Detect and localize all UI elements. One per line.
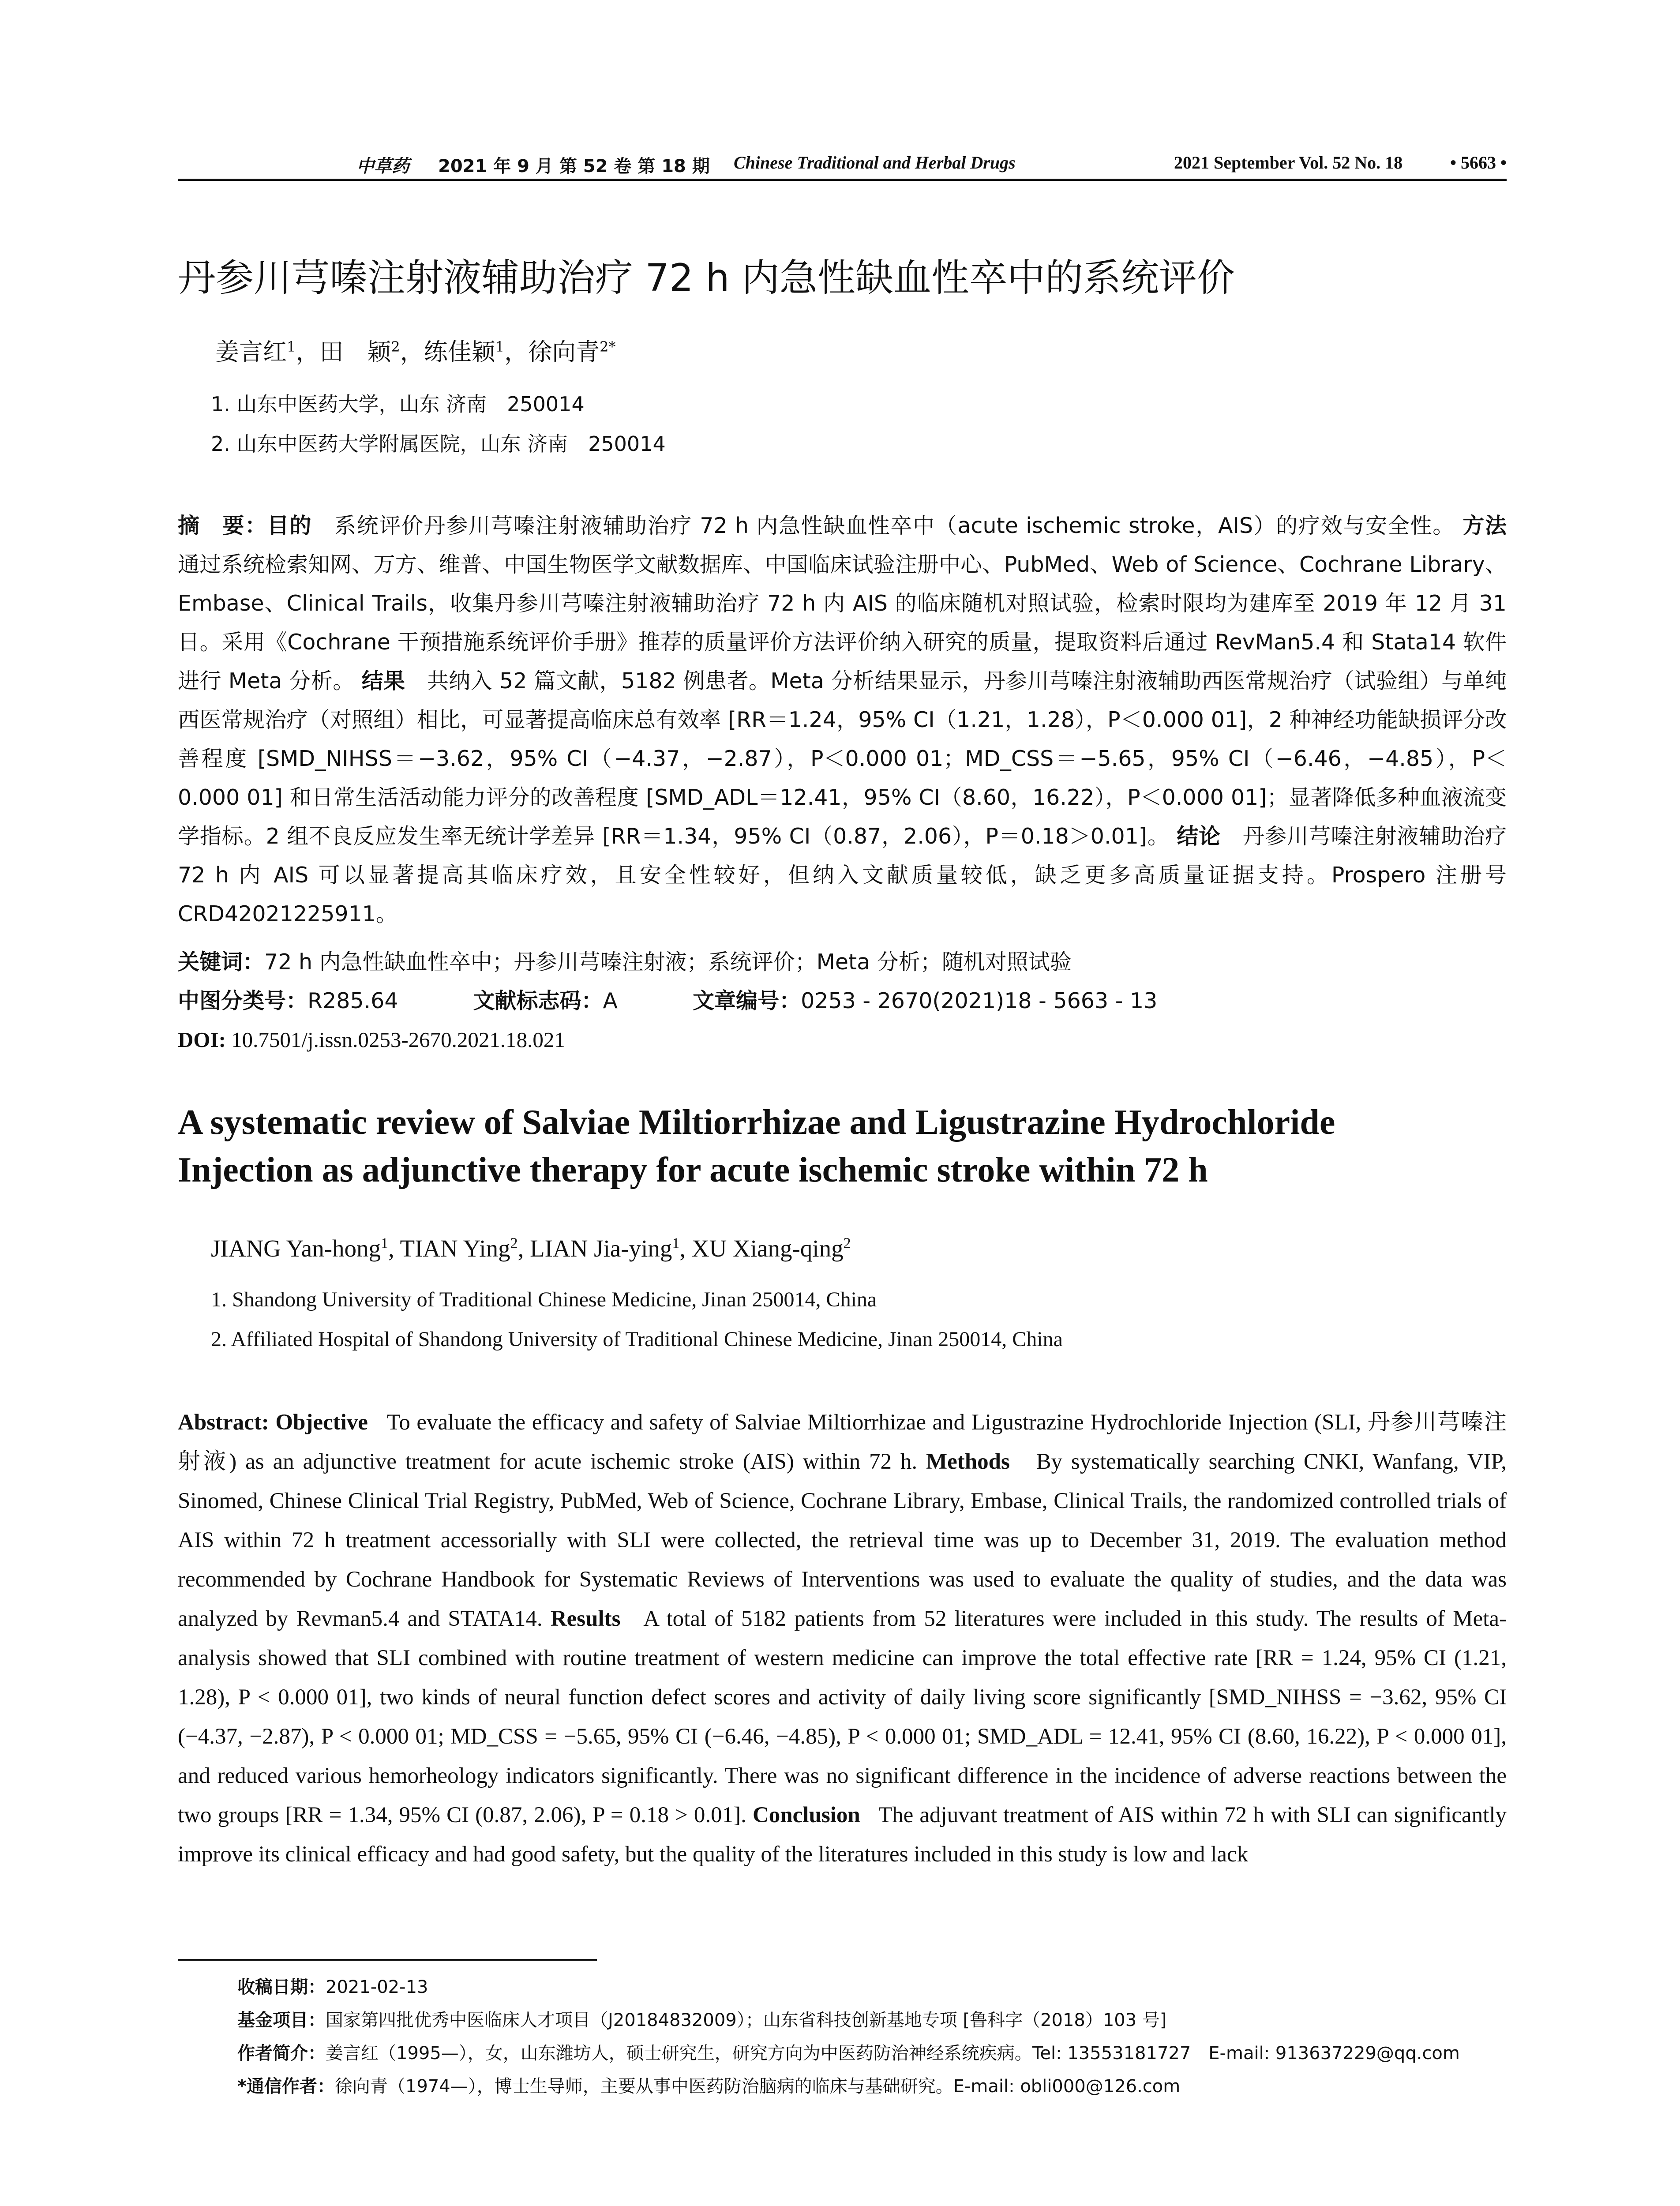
issue-info-en: 2021 September Vol. 52 No. 18	[1174, 153, 1403, 173]
page-number: • 5663 •	[1450, 153, 1507, 173]
author-affil-mark: 2	[843, 1235, 851, 1252]
article-no-value: 0253 - 2670(2021)18 - 5663 - 13	[801, 988, 1158, 1013]
affiliation-cn: 2. 山东中医药大学附属医院，山东 济南 250014	[211, 432, 666, 456]
footnote-received	[237, 1973, 428, 1998]
affiliation-en: 1. Shandong University of Traditional Chinese Medicine, Jinan 250014, China	[211, 1288, 877, 1311]
fund-label: 基金项目：	[237, 2010, 326, 2030]
received-date: 2021-02-13	[326, 1977, 428, 1997]
doi-value[interactable]: 10.7501/j.issn.0253-2670.2021.18.021	[231, 1028, 565, 1052]
methods-text-cn: 通过系统检索知网、万方、维普、中国生物医学文献数据库、中国临床试验注册中心、PubMed、Web of Science、Cochrane Library、Embase、Clinical Trails，收集丹参川芎嗪注射液辅助治疗 72 h 内 AIS 的临床随机对照试验，检索时限均为建库至 2019 年 12 月 31 日。采用《Cochrane 干预措施系统评价手册》推荐的质量评价方法评价纳入研究的质量，提取资料后通过 RevMan5.4 和 Stata14 软件进行 Meta 分析。	[178, 552, 1507, 694]
corresponding-label: *通信作者：	[237, 2076, 335, 2097]
author-affil-mark: 2	[391, 338, 400, 355]
doi-line	[178, 1020, 1507, 1059]
journal-name-en: Chinese Traditional and Herbal Drugs	[734, 153, 1016, 173]
classification-line	[178, 982, 1507, 1020]
conclusion-label-cn: 结论	[1177, 824, 1221, 849]
methods-label-en: Methods	[926, 1449, 1010, 1474]
corresponding-text: 徐向青（1974—），博士生导师，主要从事中医药防治脑病的临床与基础研究。E-mail: obli000@126.com	[334, 2076, 1181, 2097]
author-en: JIANG Yan-hong	[211, 1235, 381, 1262]
results-text-en: A total of 5182 patients from 52 literatures were included in this study. The results of Meta-analysis showed that SLI combined with routine treatment of western medicine can improve the total effective rate [RR = 1.24, 95% CI (1.21, 1.28), P < 0.000 01], two kinds of neural function defect scores and activity of daily living score significantly [SMD_NIHSS = −3.62, 95% CI (−4.37, −2.87), P < 0.000 01; MD_CSS = −5.65, 95% CI (−6.46, −4.85), P < 0.000 01; SMD_ADL = 12.41, 95% CI (8.60, 16.22), P < 0.000 01], and reduced various hemorheology indicators significantly. There was no significant difference in the incidence of adverse reactions between the two groups [RR = 1.34, 95% CI (0.87, 2.06), P = 0.18 > 0.01].	[178, 1606, 1507, 1827]
article-no-label: 文章编号：	[693, 988, 801, 1013]
fund-text: 国家第四批优秀中医临床人才项目（J20184832009）；山东省科技创新基地专项 [鲁科字（2018）103 号]	[326, 2010, 1167, 2030]
author-affil-mark: 1	[287, 338, 296, 355]
clc-value: R285.64	[308, 988, 398, 1013]
author-affil-mark: 2	[510, 1235, 518, 1252]
doccode-value: A	[603, 988, 618, 1013]
header-rule	[178, 179, 1507, 181]
author-cn: 练佳颖	[424, 338, 495, 366]
author-affil-mark: 1	[672, 1235, 680, 1252]
title-en-line: A systematic review of Salviae Miltiorrhizae and Ligustrazine Hydrochloride	[178, 1103, 1335, 1142]
authors-en: JIANG Yan-hong$^1$, TIAN Ying$^2$, LIAN Jia-ying$^1$, XU Xiang-qing$^2$	[211, 1235, 851, 1262]
clc-label: 中图分类号：	[178, 988, 308, 1013]
journal-name-cn: 中草药	[356, 156, 409, 176]
author-en: TIAN Ying	[400, 1235, 510, 1262]
abstract-en	[178, 1403, 1507, 1874]
author-bio-text: 姜言红（1995—），女，山东潍坊人，硕士研究生，研究方向为中医药防治神经系统疾病。Tel: 13553181727 E-mail: 913637229@qq.com	[326, 2043, 1460, 2063]
author-cn: 田 颖	[319, 338, 391, 366]
keywords-cn	[178, 943, 1507, 982]
title-en-line: Injection as adjunctive therapy for acute ischemic stroke within 72 h	[178, 1151, 1208, 1189]
abstract-cn	[178, 506, 1507, 934]
author-affil-mark: 2*	[600, 338, 616, 355]
author-affil-mark: 1	[495, 338, 505, 355]
abstract-label-cn: 摘 要：	[178, 513, 267, 538]
footnote-author-bio	[237, 2039, 1460, 2064]
results-label-en: Results	[550, 1606, 621, 1631]
affiliation-en: 2. Affiliated Hospital of Shandong University of Traditional Chinese Medicine, Jinan 250014, China	[211, 1328, 1063, 1351]
objective-label-cn: 目的	[267, 513, 312, 538]
authors-cn: 姜言红$^1$，田 颖$^2$，练佳颖$^1$，徐向青$^{2*}$	[215, 338, 616, 366]
title-cn: 丹参川芎嗪注射液辅助治疗 72 h 内急性缺血性卒中的系统评价	[178, 256, 1235, 300]
objective-text-en: To evaluate the efficacy and safety of Salviae Miltiorrhizae and Ligustrazine Hydrochloride Injection (SLI, 丹参川芎嗪注射液) as an adjunctive treatment for acute ischemic stroke (AIS) within 72 h.	[178, 1410, 1507, 1474]
doccode-label: 文献标志码：	[473, 988, 603, 1013]
affiliation-cn: 1. 山东中医药大学，山东 济南 250014	[211, 392, 585, 416]
conclusion-label-en: Conclusion	[752, 1803, 860, 1827]
footnote-rule	[178, 1959, 597, 1961]
author-cn: 徐向青	[528, 338, 600, 366]
keywords-label-cn: 关键词：	[178, 949, 265, 975]
author-en: LIAN Jia-ying	[530, 1235, 672, 1262]
methods-text-en: By systematically searching CNKI, Wanfang, VIP, Sinomed, Chinese Clinical Trial Registry, PubMed, Web of Science, Cochrane Library, Embase, Clinical Trails, the randomized controlled trials of AIS within 72 h treatment accessorially with SLI were collected, the retrieval time was up to December 31, 2019. The evaluation method recommended by Cochrane Handbook for Systematic Reviews of Interventions was used to evaluate the quality of studies, and the data was analyzed by Revman5.4 and STATA14.	[178, 1449, 1507, 1631]
conclusion-text-en: The adjuvant treatment of AIS within 72 h with SLI can significantly improve its clinical efficacy and had good safety, but the quality of the literatures included in this study is low and lack	[178, 1803, 1507, 1867]
author-affil-mark: 1	[381, 1235, 389, 1252]
footnote-corresponding	[237, 2072, 1180, 2097]
keywords-text-cn: 72 h 内急性缺血性卒中；丹参川芎嗪注射液；系统评价；Meta 分析；随机对照试验	[264, 949, 1072, 975]
objective-text-cn: 系统评价丹参川芎嗪注射液辅助治疗 72 h 内急性缺血性卒中（acute ischemic stroke，AIS）的疗效与安全性。	[334, 513, 1455, 538]
title-en	[178, 1099, 1545, 1194]
abstract-label-en: Abstract: Objective	[178, 1410, 368, 1435]
footnote-funding	[237, 2006, 1167, 2031]
methods-label-cn: 方法	[1462, 513, 1507, 538]
doi-label: DOI:	[178, 1028, 226, 1052]
author-bio-label: 作者简介：	[237, 2043, 326, 2063]
issue-info-cn: 2021 年 9 月 第 52 卷 第 18 期	[438, 156, 710, 176]
received-label: 收稿日期：	[237, 1977, 326, 1997]
author-en: XU Xiang-qing	[691, 1235, 844, 1262]
conclusion-text-cn: 丹参川芎嗪注射液辅助治疗 72 h 内 AIS 可以显著提高其临床疗效，且安全性较好，但纳入文献质量较低，缺乏更多高质量证据支持。Prospero 注册号 CRD42021225911。	[178, 824, 1507, 927]
results-text-cn: 共纳入 52 篇文献，5182 例患者。Meta 分析结果显示，丹参川芎嗪注射液辅助西医常规治疗（试验组）与单纯西医常规治疗（对照组）相比，可显著提高临床总有效率 [RR＝1.24，95% CI（1.21，1.28），P＜0.000 01]，2 种神经功能缺损评分改善程度 [SMD_NIHSS＝−3.62，95% CI（−4.37，−2.87），P＜0.000 01；MD_CSS＝−5.65，95% CI（−6.46，−4.85），P＜0.000 01] 和日常生活活动能力评分的改善程度 [SMD_ADL＝12.41，95% CI（8.60，16.22），P＜0.000 01]；显著降低多种血液流变学指标。2 组不良反应发生率无统计学差异 [RR＝1.34，95% CI（0.87，2.06），P＝0.18＞0.01]。	[178, 668, 1507, 849]
results-label-cn: 结果	[361, 668, 405, 694]
author-cn: 姜言红	[215, 338, 287, 366]
running-header	[178, 152, 1507, 176]
